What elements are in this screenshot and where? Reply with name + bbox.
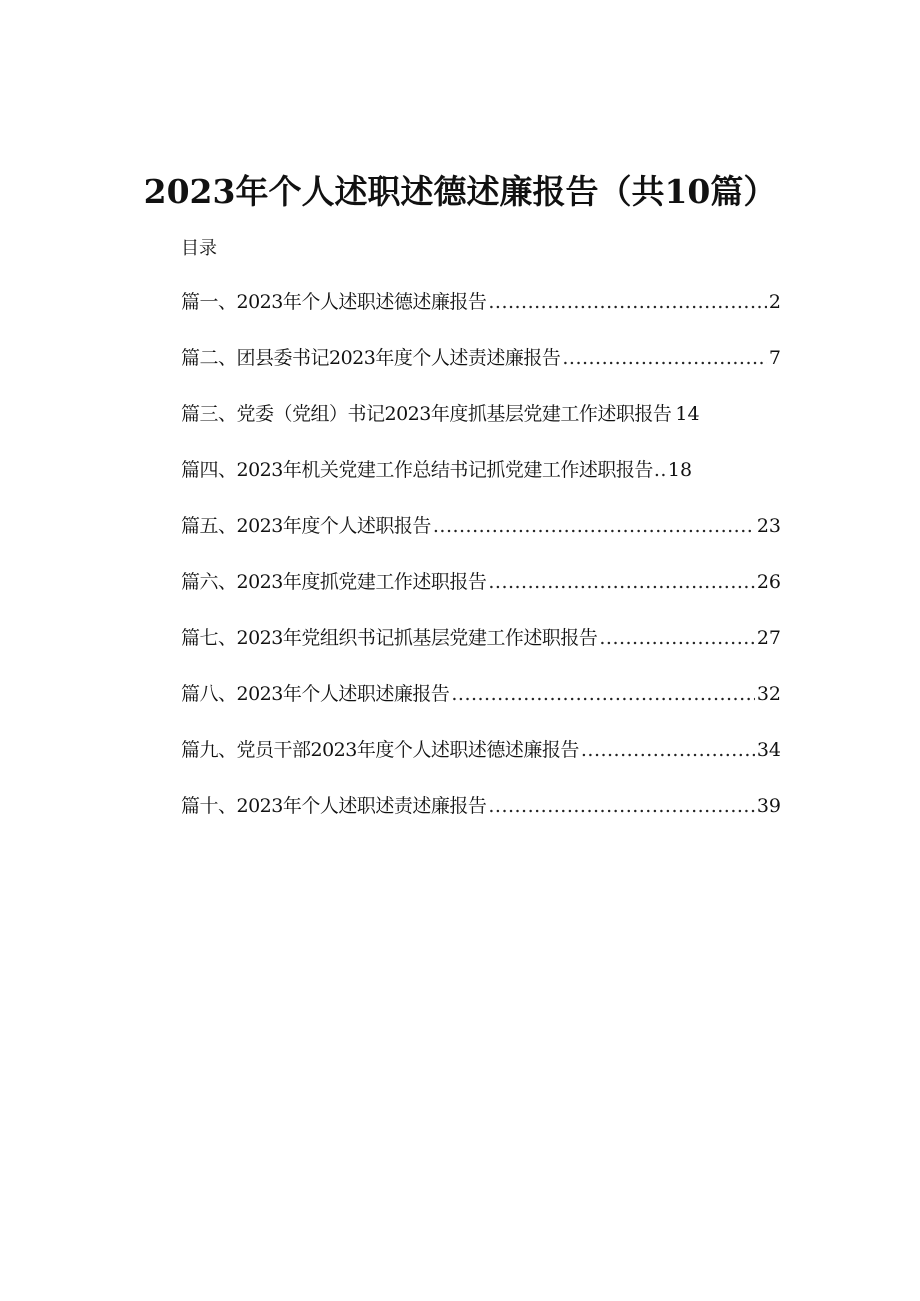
toc-entry-label: 篇八、2023年个人述职述廉报告 <box>181 683 450 705</box>
toc-entry-2[interactable] <box>181 344 781 400</box>
toc-entry-label: 篇六、2023年度抓党建工作述职报告 <box>181 571 487 593</box>
toc-dot-leader <box>581 736 755 764</box>
toc-dot-leader <box>599 624 754 652</box>
toc-entry-5[interactable] <box>181 512 781 568</box>
toc-entry-label: 篇四、2023年机关党建工作总结书记抓党建工作述职报告 <box>181 459 653 481</box>
toc-dot-leader <box>488 288 767 316</box>
toc-page-number: 39 <box>756 795 781 817</box>
toc-dot-leader <box>451 680 754 708</box>
toc-entry-label: 篇三、党委（党组）书记2023年度抓基层党建工作述职报告 <box>181 403 672 425</box>
toc-page-number: 32 <box>756 683 781 705</box>
toc-page-number: 14 <box>675 403 700 425</box>
toc-entry-label: 篇五、2023年度个人述职报告 <box>181 515 431 537</box>
toc-heading: 目录 <box>181 238 217 259</box>
toc-entry-4[interactable] <box>181 456 781 512</box>
toc-entry-3[interactable] <box>181 400 781 456</box>
toc-page-number: 7 <box>768 347 781 369</box>
toc-dot-leader <box>562 344 767 372</box>
toc-entry-8[interactable] <box>181 680 781 736</box>
toc-entry-label: 篇一、2023年个人述职述德述廉报告 <box>181 291 487 313</box>
toc-entry-label: 篇二、团县委书记2023年度个人述责述廉报告 <box>181 347 561 369</box>
toc-dot-leader <box>433 512 755 540</box>
toc-entry-label: 篇十、2023年个人述职述责述廉报告 <box>181 795 487 817</box>
toc-dot-leader <box>488 568 754 596</box>
toc-page-number: 18 <box>667 459 693 481</box>
table-of-contents <box>181 288 781 848</box>
toc-page-number: 27 <box>756 627 781 649</box>
toc-page-number: 23 <box>756 515 781 537</box>
toc-page-number: 34 <box>756 739 781 761</box>
toc-entry-7[interactable] <box>181 624 781 680</box>
toc-dot-leader <box>488 792 754 820</box>
toc-entry-9[interactable] <box>181 736 781 792</box>
toc-dot-leader <box>654 456 668 484</box>
page-title: 2023年个人述职述德述廉报告（共10篇） <box>143 172 777 212</box>
toc-entry-6[interactable] <box>181 568 781 624</box>
toc-entry-label: 篇七、2023年党组织书记抓基层党建工作述职报告 <box>181 627 598 649</box>
toc-entry-label: 篇九、党员干部2023年度个人述职述德述廉报告 <box>181 739 579 761</box>
toc-page-number: 26 <box>756 571 781 593</box>
toc-page-number: 2 <box>768 291 781 313</box>
toc-entry-10[interactable] <box>181 792 781 848</box>
toc-entry-1[interactable] <box>181 288 781 344</box>
